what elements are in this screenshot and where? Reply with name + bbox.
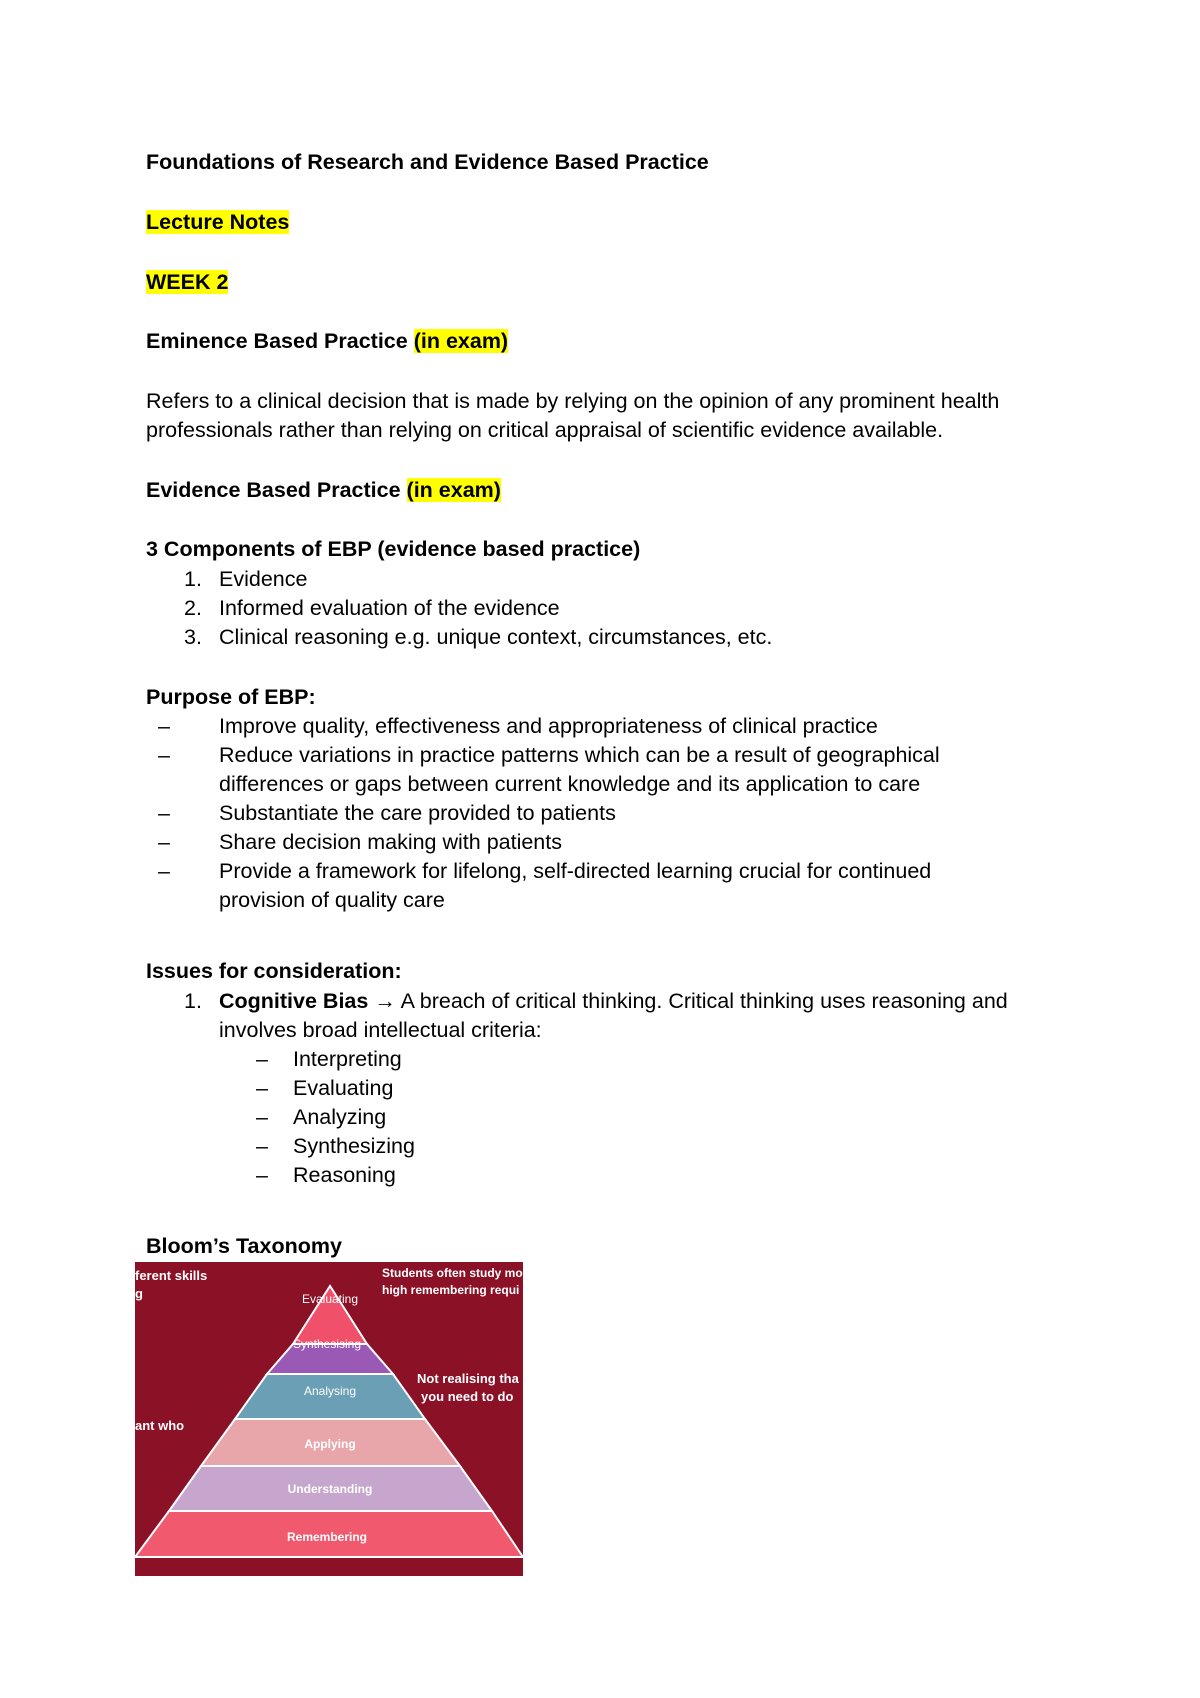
right-annotation: high remembering requi — [382, 1283, 520, 1297]
list-text: Interpreting — [293, 1047, 402, 1071]
pyramid-label: Evaluating — [301, 1292, 359, 1306]
right-annotation: you need to do — [421, 1389, 514, 1404]
dash-bullet: – — [256, 1076, 268, 1100]
issues-heading: Issues for consideration: — [146, 959, 402, 983]
list-text: Reasoning — [293, 1163, 396, 1187]
bloom-taxonomy-figure — [135, 1262, 523, 1576]
dash-bullet: – — [256, 1134, 268, 1158]
left-annotation: g — [135, 1286, 143, 1301]
list-item — [146, 594, 1076, 623]
list-number: 3. — [184, 625, 202, 649]
list-text: Provide a framework for lifelong, self-directed learning crucial for continued provision of quality care — [219, 859, 932, 912]
purpose-heading: Purpose of EBP: — [146, 685, 316, 709]
left-annotation: ferent skills — [135, 1268, 208, 1283]
list-text: Evaluating — [293, 1076, 394, 1100]
components-heading: 3 Components of EBP (evidence based practice) — [146, 537, 641, 561]
dash-bullet: – — [158, 714, 170, 738]
right-annotation: Students often study mo — [382, 1266, 523, 1280]
ebp-heading-text: Evidence Based Practice — [146, 478, 401, 502]
list-item — [146, 828, 1076, 857]
lecture-notes-label — [146, 208, 1076, 237]
eminence-definition: Refers to a clinical decision that is made by relying on the opinion of any prominent health professionals rather than relying on critical appraisal of scientific evidence available. — [146, 389, 1000, 442]
ebp-heading — [146, 476, 1076, 505]
pyramid-label: Analysing — [303, 1384, 357, 1398]
list-text: Improve quality, effectiveness and appropriateness of clinical practice — [219, 714, 878, 738]
list-text: Share decision making with patients — [219, 830, 562, 854]
pyramid-label: Applying — [304, 1437, 356, 1451]
list-number: 2. — [184, 596, 202, 620]
list-item — [146, 1045, 1076, 1074]
left-annotation: ant who — [135, 1418, 185, 1433]
list-item — [146, 741, 979, 799]
eminence-heading-text: Eminence Based Practice — [146, 329, 408, 353]
eminence-exam-tag: (in exam) — [413, 329, 509, 353]
dash-bullet: – — [158, 743, 170, 767]
list-item — [146, 857, 979, 915]
arrow-icon: → — [374, 989, 396, 1013]
list-item — [146, 623, 1076, 652]
purpose-list — [146, 712, 1076, 915]
list-text: Synthesizing — [293, 1134, 415, 1158]
list-item — [146, 1161, 1076, 1190]
issue-text: A breach of critical thinking. Critical thinking uses reasoning and involves broad intellectual criteria: — [219, 989, 1008, 1042]
components-list — [146, 565, 1076, 652]
list-text: Analyzing — [293, 1105, 387, 1129]
cognitive-bias-label: Cognitive Bias — [219, 989, 369, 1013]
dash-bullet: – — [256, 1047, 268, 1071]
list-text: Evidence — [219, 567, 308, 591]
dash-bullet: – — [158, 859, 170, 883]
list-item — [146, 1132, 1076, 1161]
ebp-exam-tag: (in exam) — [406, 478, 501, 502]
pyramid-label: Synthesising — [292, 1337, 362, 1351]
issues-list — [146, 987, 1076, 1190]
list-text: Clinical reasoning e.g. unique context, circumstances, etc. — [219, 625, 773, 649]
list-text: Substantiate the care provided to patients — [219, 801, 616, 825]
lecture-notes-highlight: Lecture Notes — [146, 210, 290, 234]
dash-bullet: – — [256, 1105, 268, 1129]
list-item — [146, 712, 1076, 741]
bloom-heading: Bloom’s Taxonomy — [146, 1234, 342, 1258]
list-item — [146, 799, 1076, 828]
eminence-heading — [146, 327, 1076, 356]
pyramid-label: Understanding — [287, 1482, 373, 1496]
document-title: Foundations of Research and Evidence Based Practice — [146, 150, 709, 174]
list-text: Informed evaluation of the evidence — [219, 596, 560, 620]
list-number: 1. — [184, 567, 202, 591]
pyramid-label: Remembering — [286, 1530, 368, 1544]
list-number: 1. — [184, 989, 202, 1013]
dash-bullet: – — [256, 1163, 268, 1187]
week-highlight: WEEK 2 — [146, 270, 229, 294]
list-item — [146, 565, 1076, 594]
dash-bullet: – — [158, 830, 170, 854]
list-item — [146, 1103, 1076, 1132]
dash-bullet: – — [158, 801, 170, 825]
list-item — [146, 1074, 1076, 1103]
list-text: Reduce variations in practice patterns which can be a result of geographical differences or gaps between current knowledge and its application to care — [219, 743, 940, 796]
week-label — [146, 268, 1076, 297]
list-item — [146, 987, 1049, 1045]
right-annotation: Not realising tha — [417, 1371, 519, 1386]
